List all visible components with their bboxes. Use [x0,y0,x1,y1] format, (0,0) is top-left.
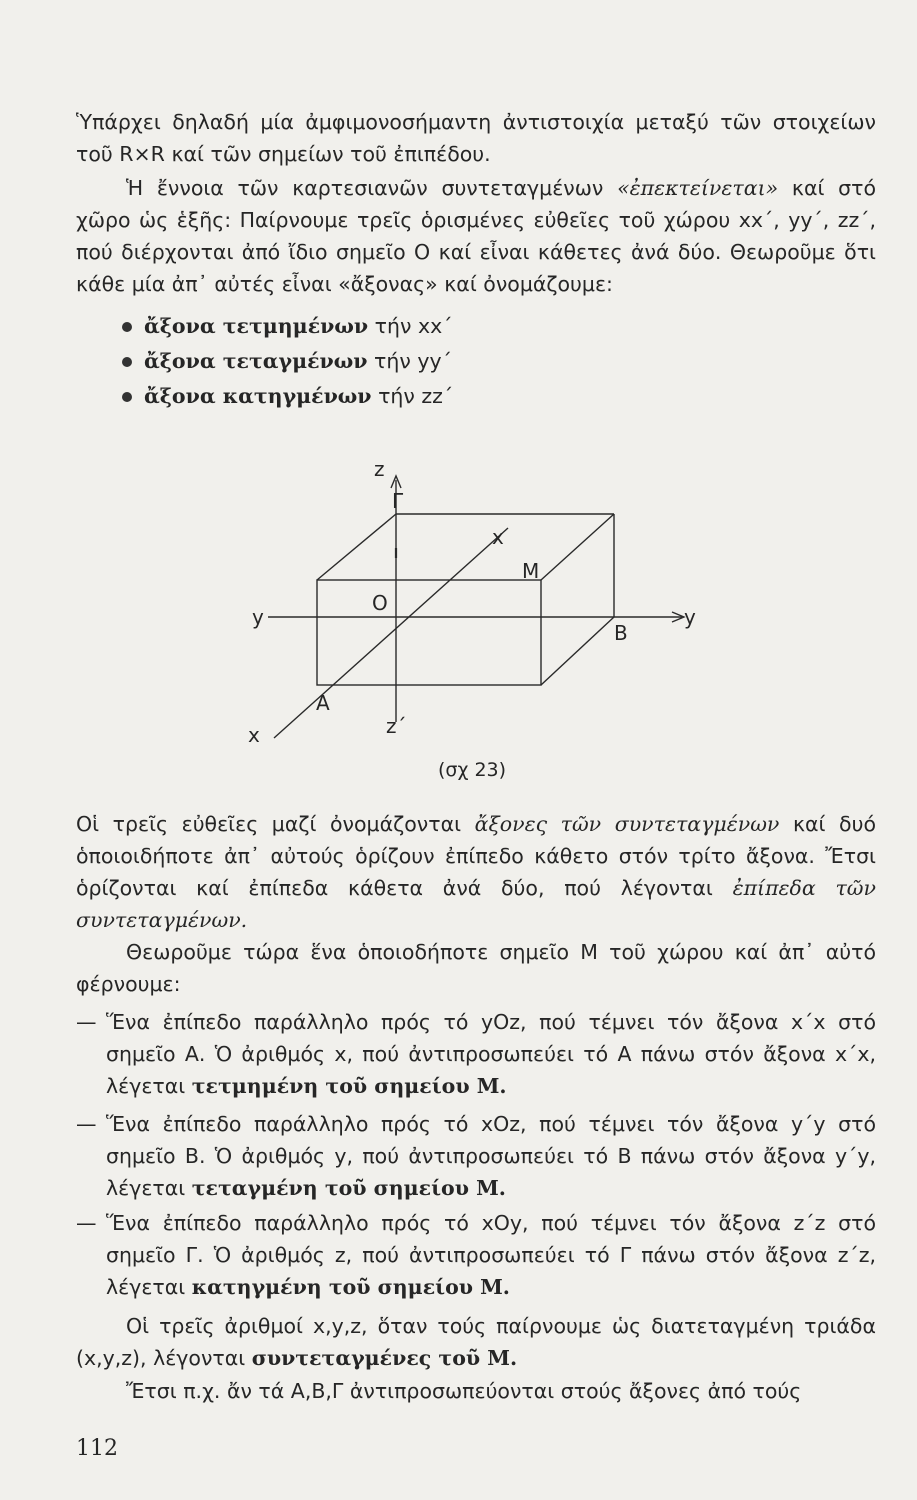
bullet-dot-icon [122,392,132,402]
box-top-left-edge [317,514,396,580]
bullet-dot-icon [122,322,132,332]
box-bottom-right-edge [541,617,614,685]
bullet-rest: τήν xx΄ [368,314,453,338]
paragraph-5-term: συντεταγμένες τοῦ Μ. [251,1346,518,1370]
paragraph-6 [76,1375,876,1407]
bullet-dot-icon [122,357,132,367]
label-z-top: z [374,457,385,481]
paragraph-5 [76,1310,876,1374]
bullet-item-abscissa [122,310,452,342]
label-gamma: Γ [392,489,404,513]
bullet-term: ἄξονα κατηγμένων [144,384,372,408]
paragraph-1 [76,106,876,170]
paragraph-4 [76,936,876,1000]
paragraph-1-text: Ὑπάρχει δηλαδή μία ἀμφιμονοσήμαντη ἀντιστοιχία μεταξύ τῶν στοιχείων τοῦ R×R καί τῶν σημείων τοῦ ἐπιπέδου. [76,110,876,166]
bullet-item-applicate [122,380,453,412]
paragraph-3-text-c: καί δυό ὁποιοιδήποτε ἀπ᾿ αὐτούς ὁρίζουν ἐπίπεδο κάθετο στόν τρίτο ἄξονα. Ἔτσι ὁρίζονται καί ἐπίπεδα κάθετα ἀνά δύο, πού λέγονται [76,812,876,900]
label-y-right: y [684,605,696,629]
dash-marker: — [76,1211,97,1235]
dash-item-b [76,1108,876,1204]
bullet-rest: τήν yy΄ [367,349,452,373]
bullet-rest: τήν zz΄ [371,384,454,408]
paragraph-3-text-a: Οἱ τρεῖς εὐθεῖες μαζί ὀνομάζονται [76,812,475,836]
dash-item-c [76,1207,876,1303]
page-number: 112 [76,1436,118,1461]
label-a: A [316,691,330,715]
coordinate-axes-figure [240,450,720,750]
dash-item-text: Ἕνα ἐπίπεδο παράλληλο πρός τό yOz, πού τέμνει τόν ἄξονα x΄x στό σημεῖο Α. Ὁ ἀριθμός x, πού ἀντιπροσωπεύει τό Α πάνω στόν ἄξονα x΄x, λέγεται [106,1010,876,1098]
paragraph-3 [76,808,876,936]
label-z-bottom: z΄ [386,714,407,738]
dash-item-text: Ἕνα ἐπίπεδο παράλληλο πρός τό xOy, πού τέμνει τόν ἄξονα z΄z στό σημεῖο Γ. Ὁ ἀριθμός z, πού ἀντιπροσωπεύει τό Γ πάνω στόν ἄξονα z΄z, λέγεται [106,1211,876,1299]
box-top-right-edge [541,514,614,580]
dash-item-term: κατηγμένη τοῦ σημείου Μ. [191,1275,510,1299]
x-axis-line [274,528,508,738]
label-m: M [522,559,540,583]
bullet-term: ἄξονα τετμημένων [144,314,369,338]
dash-marker: — [76,1112,97,1136]
label-x-top: x [492,525,504,549]
paragraph-2-text-c: καί στό χῶρο ὡς ἑξῆς: Παίρνουμε τρεῖς ὁρισμένες εὐθεῖες τοῦ χώρου xx΄, yy΄, zz΄, πού διέρχονται ἀπό ἴδιο σημεῖο Ο καί εἶναι κάθετες ἀνά δύο. Θεωροῦμε ὅτι κάθε μία ἀπ᾿ αὐτές εἶναι «ἄξονας» καί ὀνομάζουμε: [76,176,876,296]
bullet-item-ordinate [122,345,452,377]
label-o: O [372,591,388,615]
paragraph-6-text: Ἔτσι π.χ. ἄν τά Α,Β,Γ ἀντιπροσωπεύονται στούς ἄξονες ἀπό τούς [126,1379,802,1403]
figure-caption: (σχ 23) [438,759,507,781]
bullet-term: ἄξονα τεταγμένων [144,349,368,373]
label-y-left: y [252,605,264,629]
label-x-bottom: x [248,723,260,747]
dash-item-text: Ἕνα ἐπίπεδο παράλληλο πρός τό xOz, πού τέμνει τόν ἄξονα y΄y στό σημεῖο Β. Ὁ ἀριθμός y, πού ἀντιπροσωπεύει τό Β πάνω στόν ἄξονα y΄y, λέγεται [106,1112,876,1200]
paragraph-5-text: Οἱ τρεῖς ἀριθμοί x,y,z, ὅταν τούς παίρνουμε ὡς διατεταγμένη τριάδα (x,y,z), λέγονται [76,1314,876,1370]
paragraph-4-text: Θεωροῦμε τώρα ἕνα ὁποιοδήποτε σημεῖο Μ τοῦ χώρου καί ἀπ᾿ αὐτό φέρνουμε: [76,940,876,996]
dash-marker: — [76,1010,97,1034]
dash-item-term: τεταγμένη τοῦ σημείου Μ. [191,1176,506,1200]
paragraph-2-text-a: Ἡ ἔννοια τῶν καρτεσιανῶν συντεταγμένων [126,176,618,200]
dash-item-term: τετμημένη τοῦ σημείου Μ. [191,1074,507,1098]
paragraph-3-term-planes: ἐπίπεδα τῶν συντεταγμένων. [76,876,876,932]
paragraph-2 [76,172,876,300]
paragraph-3-term-axes: ἄξονες τῶν συντεταγμένων [474,812,780,836]
label-b: B [614,621,628,645]
paragraph-2-emphasis: «ἐπεκτείνεται» [617,176,779,200]
dash-item-a [76,1006,876,1102]
